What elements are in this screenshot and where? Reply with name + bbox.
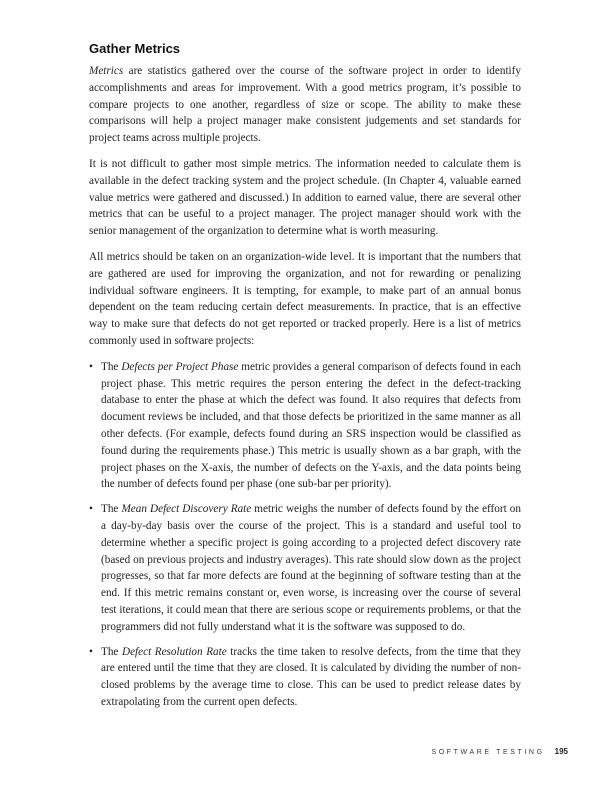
running-head: SOFTWARE TESTING — [431, 749, 545, 756]
term-defect-resolution-rate: Defect Resolution Rate — [121, 645, 227, 658]
list-item-prefix: The — [101, 645, 122, 658]
list-item-defects-per-phase — [89, 359, 521, 493]
paragraph-gathering: It is not difficult to gather most simple metrics. The information needed to calculate them is available in the defect tracking system and the project schedule. (In Chapter 4, valuable earned value metrics were gathered and discussed.) In addition to earned value, there are several other metrics that can be useful to a project manager. The project manager should work with the senior management of the organization to determine what is worth measuring. — [89, 157, 521, 238]
page-body — [89, 40, 521, 719]
paragraph-organization-wide: All metrics should be taken on an organization-wide level. It is important that the numbers that are gathered are used for improving the organization, and not for rewarding or penalizing individual software engineers. It is tempting, for example, to make part of an annual bonus dependent on the team reducing certain defect measurements. In practice, that is an effective way to make sure that defects do not get reported or tracked properly. Here is a list of metrics commonly used in software projects: — [89, 250, 521, 347]
paragraph-metrics-definition — [89, 63, 521, 147]
bullet-icon: • — [89, 360, 93, 373]
list-item-prefix: The — [101, 503, 122, 516]
list-item-mean-defect-discovery-rate — [89, 501, 521, 635]
list-item-text: metric weighs the number of defects found by the effort on a day-by-day basis over the course of the project. This is a standard and useful tool to determine whether a specific project is going according to a projected defect discovery rate (based on previous projects and industry averages). This rate should slow down as the project progresses, so that far more defects are found at the beginning of software testing than at the end. If this metric remains constant or, even worse, is increasing over the course of several test iterations, it could mean that there are serious scope or requirements problems, or that the programmers did not fully understand what it is the software was supposed to do. — [101, 503, 521, 633]
bullet-icon: • — [89, 645, 93, 658]
page-footer — [431, 747, 568, 756]
list-item-text: tracks the time taken to resolve defects, from the time that they are entered until the time that they are closed. It is calculated by dividing the number of non-closed problems by the average time to close. This can be used to predict release dates by extrapolating from the current open defects. — [101, 645, 521, 708]
list-item-defect-resolution-rate — [89, 644, 521, 711]
paragraph-text: are statistics gathered over the course of the software project in order to identify accomplishments and areas for improvement. With a good metrics program, it’s possible to compare projects to one another, regardless of size or scope. The ability to make these comparisons will help a project manager make consistent judgements and set standards for project teams across multiple projects. — [89, 65, 521, 145]
page-number: 195 — [554, 747, 568, 756]
section-heading: Gather Metrics — [89, 41, 181, 56]
list-item-text: metric provides a general comparison of defects found in each project phase. This metric requires the person entering the defect in the defect-tracking database to enter the phase at which the defect was found. It also requires that defects from document reviews be included, and that those defects be prioritized in the same manner as all other defects. (For example, defects found during an SRS inspection would be classified as found during the requirements phase.) This metric is usually shown as a bar graph, with the project phases on the X-axis, the number of defects on the Y-axis, and the data points being the number of defects found per phase (one sub-bar per priority). — [101, 360, 521, 491]
list-item-prefix: The — [101, 360, 122, 373]
term-defects-per-project-phase: Defects per Project Phase — [121, 360, 239, 373]
term-metrics: Metrics — [89, 65, 124, 77]
term-mean-defect-discovery-rate: Mean Defect Discovery Rate — [121, 503, 252, 516]
bullet-icon: • — [89, 503, 93, 516]
metrics-list — [89, 359, 521, 711]
